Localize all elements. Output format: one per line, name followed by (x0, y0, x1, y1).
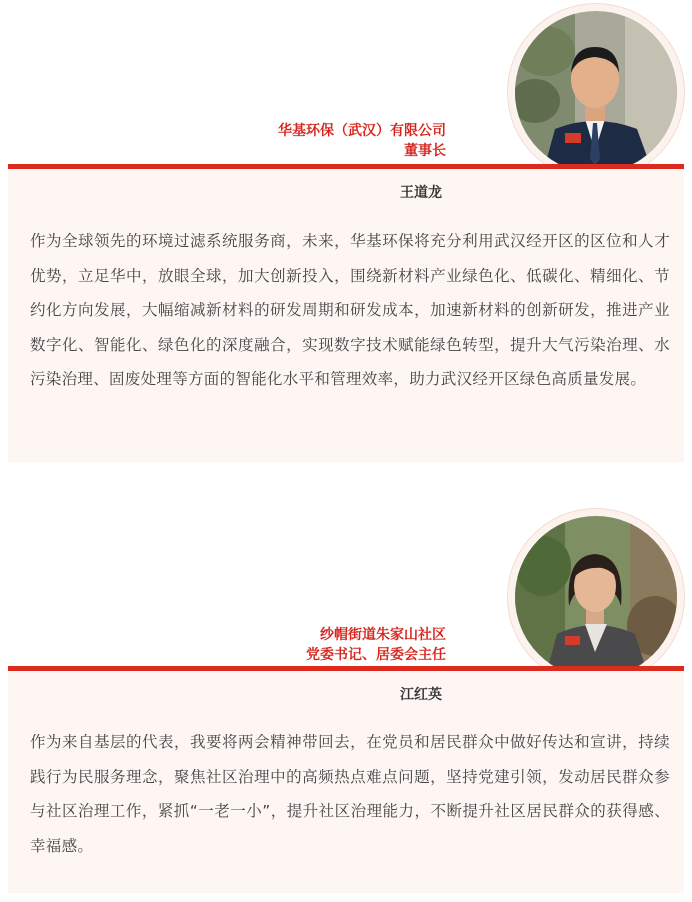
profile-photo-frame (508, 4, 684, 180)
organization-name: 华基环保（武汉）有限公司 (278, 123, 446, 139)
portrait-photo (515, 516, 677, 678)
person-name: 王道龙 (400, 185, 442, 201)
position-title: 党委书记、居委会主任 (306, 647, 446, 663)
organization-title (278, 121, 446, 161)
position-title: 董事长 (404, 143, 446, 159)
statement-text: 作为全球领先的环境过滤系统服务商，未来，华基环保将充分利用武汉经开区的区位和人才优势，立足华中，放眼全球，加大创新投入，围绕新材料产业绿色化、低碳化、精细化、节约化方向发展，大幅缩减新材料的研发周期和研发成本，加速新材料的创新研发，推进产业数字化、智能化、绿色化的深度融合，实现数字技术赋能绿色转型，提升大气污染治理、水污染治理、固废处理等方面的智能化水平和管理效率，助力武汉经开区绿色高质量发展。 (30, 232, 670, 388)
portrait-photo (515, 11, 677, 173)
profile-photo-frame (508, 509, 684, 685)
statement-text: 作为来自基层的代表，我要将两会精神带回去，在党员和居民群众中做好传达和宣讲，持续践行为民服务理念，聚焦社区治理中的高频热点难点问题，坚持党建引领，发动居民群众参与社区治理工作，紧抓“一老一小”，提升社区治理能力，不断提升社区居民群众的获得感、幸福感。 (30, 733, 670, 855)
organization-name: 纱帽街道朱家山社区 (320, 627, 446, 643)
organization-title (306, 625, 446, 665)
person-name: 江红英 (400, 687, 442, 703)
